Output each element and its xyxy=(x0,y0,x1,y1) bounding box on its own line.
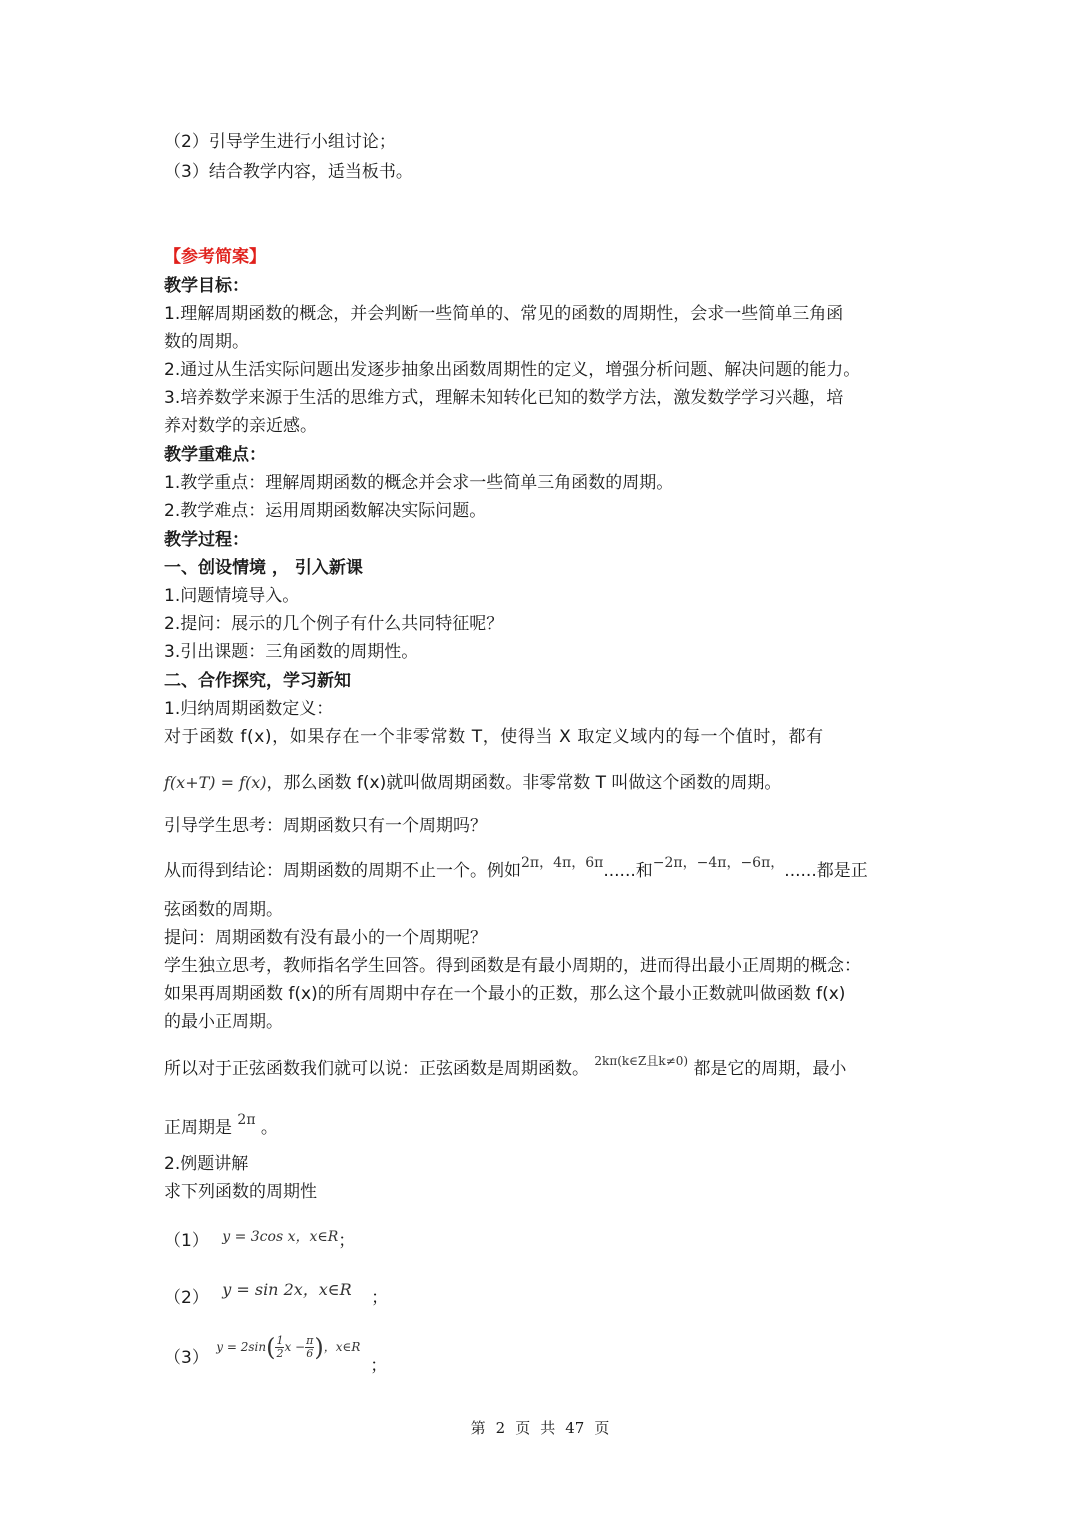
min-period-line xyxy=(164,1112,278,1141)
example-end: ； xyxy=(371,1288,389,1308)
footer-text: 页 xyxy=(594,1419,610,1437)
definition-line: 对于函数 f(x)，如果存在一个非零常数 T，使得当 X 取定义域内的每一个值时，都有 xyxy=(164,727,824,747)
footer-text: 共 xyxy=(540,1419,556,1437)
text-line: 1.问题情境导入。 xyxy=(164,586,300,606)
min-period-text: 。 xyxy=(260,1118,278,1138)
sine-formula: 2kπ(k∈Z且k≠0) xyxy=(594,1054,689,1068)
page-footer xyxy=(0,1417,1080,1438)
text-line: 学生独立思考，教师指名学生回答。得到函数是有最小周期的，进而得出最小正周期的概念： xyxy=(164,956,861,976)
goal-item-1-cont: 数的周期。 xyxy=(164,332,249,352)
conclusion-text: ......都是正 xyxy=(784,861,868,881)
example-1 xyxy=(164,1229,355,1254)
text-line: 提问：周期函数有没有最小的一个周期呢？ xyxy=(164,928,487,948)
sine-text: 都是它的周期，最小 xyxy=(693,1059,847,1079)
text-line: 1.归纳周期函数定义： xyxy=(164,699,334,719)
footer-text: 页 xyxy=(515,1419,531,1437)
text-line: 引导学生思考：周期函数只有一个周期吗？ xyxy=(164,816,487,836)
section-title: 【参考简案】 xyxy=(164,247,266,267)
definition-text: ，那么函数 f(x)就叫做周期函数。非零常数 T 叫做这个函数的周期。 xyxy=(266,773,782,793)
goal-item-3-cont: 养对数学的亲近感。 xyxy=(164,416,317,436)
min-period-text: 正周期是 xyxy=(164,1118,232,1138)
example-label: （1） xyxy=(164,1231,209,1251)
goal-item-3: 3.培养数学来源于生活的思维方式，理解未知转化已知的数学方法，激发数学学习兴趣，培 xyxy=(164,388,844,408)
process-heading: 教学过程： xyxy=(164,530,249,550)
page-number: 2 xyxy=(495,1419,506,1437)
periods-positive: 2π，4π，6π xyxy=(521,855,604,871)
periods-negative: −2π，−4π，−6π， xyxy=(652,855,785,871)
fraction-denominator: 6 xyxy=(306,1347,314,1360)
sine-text: 所以对于正弦函数我们就可以说：正弦函数是周期函数。 xyxy=(164,1059,589,1079)
example-3-formula: y = 2sin( 1 2 x − π 6 )，x∈R xyxy=(216,1333,361,1362)
keypoint-item-1: 1.教学重点：理解周期函数的概念并会求一些简单三角函数的周期。 xyxy=(164,473,674,493)
min-period-value: 2π xyxy=(237,1112,256,1128)
fraction-denominator: 2 xyxy=(276,1347,284,1360)
example-end: ； xyxy=(370,1356,388,1376)
example-1-formula: y = 3cos x，x∈R xyxy=(222,1229,339,1245)
text-line: 3.引出课题：三角函数的周期性。 xyxy=(164,642,419,662)
fraction-numerator: 1 xyxy=(276,1334,284,1347)
example-2-formula: y = sin 2x，x∈R xyxy=(222,1280,352,1299)
example-end: ； xyxy=(338,1231,356,1251)
conclusion-line xyxy=(164,855,868,884)
text-line: 如果再周期函数 f(x)的所有周期中存在一个最小的正数，那么这个最小正数就叫做函数 f(x) xyxy=(164,984,846,1004)
text-line: 求下列函数的周期性 xyxy=(164,1182,317,1202)
text-line: 的最小正周期。 xyxy=(164,1012,283,1032)
footer-text: 第 xyxy=(470,1419,486,1437)
example-2 xyxy=(164,1280,389,1310)
example-3 xyxy=(164,1333,388,1376)
example-label: （2） xyxy=(164,1288,209,1308)
example-label: （3） xyxy=(164,1348,209,1368)
part1-title: 一、创设情境 ， 引入新课 xyxy=(164,558,363,578)
total-pages: 47 xyxy=(565,1419,585,1437)
conclusion-text: ......和 xyxy=(603,861,653,881)
conclusion-text: 从而得到结论：周期函数的周期不止一个。例如 xyxy=(164,861,521,881)
sine-line xyxy=(164,1054,847,1082)
text-line: 2.提问：展示的几个例子有什么共同特征呢？ xyxy=(164,614,504,634)
part2-title: 二、合作探究，学习新知 xyxy=(164,671,351,691)
keypoint-item-2: 2.教学难点：运用周期函数解决实际问题。 xyxy=(164,501,487,521)
text-line: 2.例题讲解 xyxy=(164,1154,249,1174)
text-line: （2）引导学生进行小组讨论； xyxy=(164,132,396,152)
goals-heading: 教学目标： xyxy=(164,276,249,296)
keypoints-heading: 教学重难点： xyxy=(164,445,266,465)
formula-part: y = 2sin xyxy=(216,1340,267,1354)
text-line: 弦函数的周期。 xyxy=(164,900,283,920)
fraction-numerator: π xyxy=(306,1334,314,1347)
definition-formula: f(x+T) = f(x) xyxy=(164,773,267,792)
text-line: （3）结合教学内容，适当板书。 xyxy=(164,162,413,182)
formula-part: ，x∈R xyxy=(323,1340,361,1354)
goal-item-2: 2.通过从生活实际问题出发逐步抽象出函数周期性的定义，增强分析问题、解决问题的能力。 xyxy=(164,360,861,380)
formula-part: x − xyxy=(284,1340,306,1354)
goal-item-1: 1.理解周期函数的概念，并会判断一些简单的、常见的函数的周期性，会求一些简单三角函 xyxy=(164,304,844,324)
definition-line-2 xyxy=(164,771,781,795)
fraction-pi-sixth xyxy=(305,1335,314,1360)
